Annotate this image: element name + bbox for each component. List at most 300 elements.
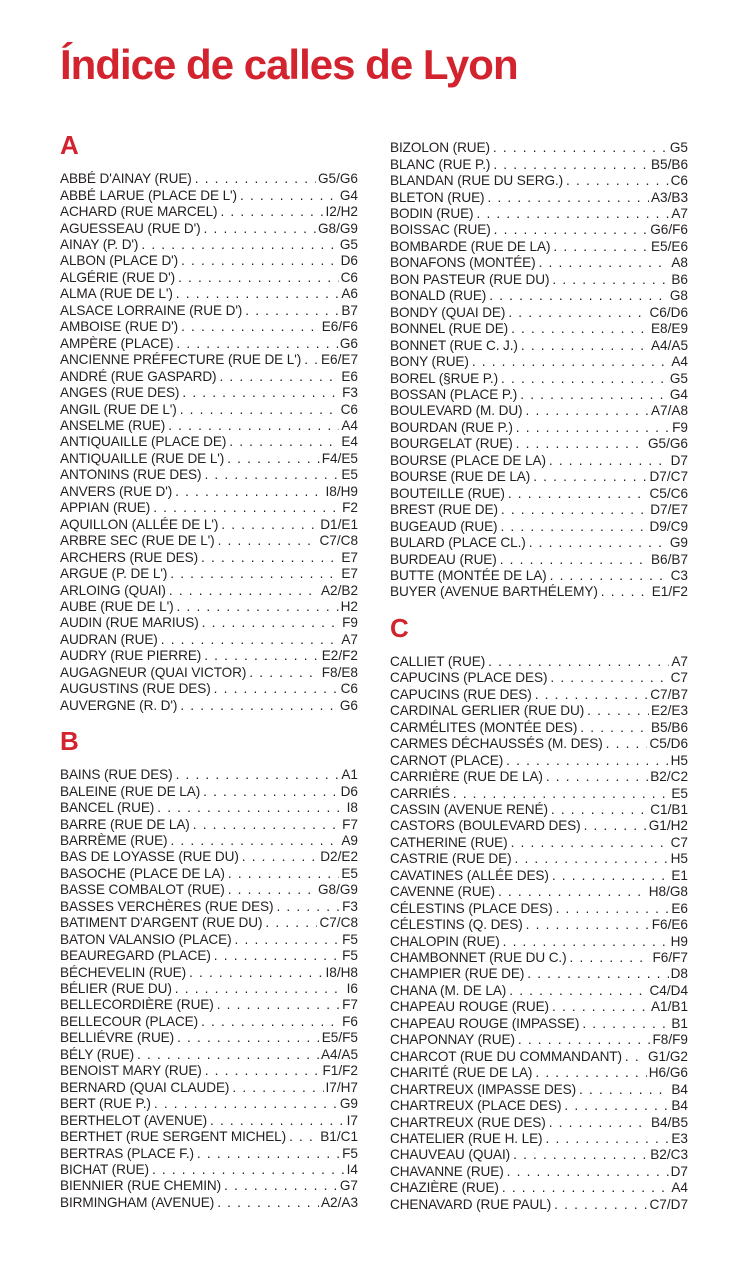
- dot-leader: [554, 1197, 647, 1213]
- street-name: CARMÉLITES (MONTÉE DES): [390, 719, 578, 735]
- grid-reference: G6: [339, 335, 358, 351]
- index-entry: [60, 1096, 358, 1112]
- street-name: BERNARD (QUAI CLAUDE): [60, 1079, 230, 1095]
- index-entry: [390, 190, 688, 206]
- grid-reference: B1/C1: [320, 1129, 358, 1145]
- street-name: CATHERINE (RUE): [390, 834, 508, 850]
- dot-leader: [511, 321, 649, 337]
- index-entry: [390, 670, 688, 686]
- street-name: ANGIL (RUE DE L'): [60, 401, 177, 417]
- index-entry: [60, 171, 358, 187]
- street-name: BAINS (RUE DES): [60, 767, 173, 783]
- dot-leader: [197, 1146, 340, 1162]
- grid-reference: A4/A5: [650, 337, 688, 353]
- street-name: BONNET (RUE C. J.): [390, 337, 518, 353]
- index-entry: [390, 387, 688, 403]
- grid-reference: C6: [340, 681, 358, 697]
- street-name: CASTRIE (RUE DE): [390, 851, 512, 867]
- street-name: CHARITÉ (RUE DE LA): [390, 1065, 533, 1081]
- index-entry: [60, 1162, 358, 1178]
- index-entry: [60, 517, 358, 533]
- grid-reference: E5: [341, 865, 358, 881]
- index-entry: [390, 584, 688, 600]
- index-columns: [60, 132, 688, 1214]
- index-entry: [60, 319, 358, 335]
- street-name: CAPUCINS (RUE DES): [390, 686, 532, 702]
- grid-reference: C5/D6: [649, 736, 688, 752]
- grid-reference: C4/D4: [649, 982, 688, 998]
- street-name: CHAPONNAY (RUE): [390, 1032, 515, 1048]
- dot-leader: [203, 784, 338, 800]
- grid-reference: B1: [671, 1015, 688, 1031]
- street-name: BULARD (PLACE CL.): [390, 535, 526, 551]
- grid-reference: B6: [671, 271, 688, 287]
- dot-leader: [507, 1164, 669, 1180]
- dot-leader: [506, 753, 668, 769]
- street-name: ANGES (RUE DES): [60, 385, 180, 401]
- grid-reference: F4/E5: [321, 450, 358, 466]
- street-name: CHARTREUX (IMPASSE DES): [390, 1081, 577, 1097]
- street-name: BONDY (QUAI DE): [390, 304, 506, 320]
- index-entry: [390, 1065, 688, 1081]
- grid-reference: B7: [341, 302, 358, 318]
- index-entry: [390, 720, 688, 736]
- street-name: AMBOISE (RUE D'): [60, 319, 179, 335]
- grid-reference: F6/F7: [652, 950, 688, 966]
- street-name: BICHAT (RUE): [60, 1162, 149, 1178]
- dot-leader: [195, 171, 316, 187]
- entry-list: [390, 140, 688, 601]
- index-entry: [60, 817, 358, 833]
- index-entry: [60, 1195, 358, 1211]
- index-entry: [390, 753, 688, 769]
- dot-leader: [228, 866, 340, 882]
- grid-reference: D2/E2: [320, 849, 358, 865]
- grid-reference: D7/E7: [650, 502, 688, 518]
- grid-reference: B4: [671, 1098, 688, 1114]
- index-entry: [390, 502, 688, 518]
- grid-reference: A2/B2: [320, 582, 358, 598]
- dot-leader: [170, 566, 339, 582]
- street-name: ANTIQUAILLE (PLACE DE): [60, 434, 227, 450]
- index-entry: [390, 222, 688, 238]
- dot-leader: [218, 533, 318, 549]
- street-name: BLANDAN (RUE DU SERG.): [390, 173, 564, 189]
- grid-reference: G5/G6: [647, 436, 688, 452]
- street-name: AUGUSTINS (RUE DES): [60, 681, 211, 697]
- street-name: BIRMINGHAM (AVENUE): [60, 1194, 215, 1210]
- dot-leader: [289, 1129, 318, 1145]
- street-name: CHAPEAU ROUGE (RUE): [390, 999, 549, 1015]
- dot-leader: [176, 767, 340, 783]
- index-entry: [390, 917, 688, 933]
- street-name: BALEINE (RUE DE LA): [60, 783, 201, 799]
- index-entry: [390, 288, 688, 304]
- index-entry: [60, 866, 358, 882]
- index-entry: [390, 469, 688, 485]
- index-entry: [390, 802, 688, 818]
- grid-reference: F5: [342, 931, 358, 947]
- dot-leader: [141, 237, 338, 253]
- grid-reference: I6: [346, 981, 358, 997]
- dot-leader: [566, 173, 669, 189]
- index-entry: [60, 303, 358, 319]
- dot-leader: [204, 467, 339, 483]
- street-name: BATIMENT D'ARGENT (RUE DU): [60, 915, 263, 931]
- index-entry: [60, 566, 358, 582]
- street-name: AUVERGNE (R. D'): [60, 697, 178, 713]
- index-entry: [390, 687, 688, 703]
- dot-leader: [529, 535, 668, 551]
- dot-leader: [493, 157, 649, 173]
- dot-leader: [205, 1063, 321, 1079]
- grid-reference: C3: [670, 567, 688, 583]
- grid-reference: G8/G9: [317, 882, 358, 898]
- index-entry: [390, 354, 688, 370]
- street-name: BOULEVARD (M. DU): [390, 403, 523, 419]
- street-name: ARBRE SEC (RUE DE L'): [60, 533, 215, 549]
- grid-reference: E5/E6: [650, 238, 688, 254]
- index-entry: [60, 981, 358, 997]
- index-entry: [390, 950, 688, 966]
- index-entry: [60, 204, 358, 220]
- street-name: CHARTREUX (RUE DES): [390, 1114, 546, 1130]
- grid-reference: B5/B6: [650, 156, 688, 172]
- dot-leader: [227, 451, 320, 467]
- index-entry: [390, 818, 688, 834]
- index-entry: [390, 884, 688, 900]
- dot-leader: [214, 948, 340, 964]
- index-entry: [390, 157, 688, 173]
- index-entry: [390, 519, 688, 535]
- index-entry: [60, 352, 358, 368]
- dot-leader: [221, 517, 318, 533]
- street-name: CHAMBONNET (RUE DU C.): [390, 950, 567, 966]
- index-entry: [60, 1030, 358, 1046]
- dot-leader: [584, 818, 647, 834]
- grid-reference: C6: [670, 173, 688, 189]
- index-entry: [60, 767, 358, 783]
- index-entry: [390, 305, 688, 321]
- grid-reference: F8/E8: [321, 664, 358, 680]
- index-entry: [60, 418, 358, 434]
- dot-leader: [511, 835, 669, 851]
- grid-reference: A7/A8: [650, 403, 688, 419]
- grid-reference: C6: [340, 401, 358, 417]
- dot-leader: [502, 1180, 669, 1196]
- dot-leader: [170, 833, 339, 849]
- street-name: BOSSAN (PLACE P.): [390, 386, 518, 402]
- street-name: ANCIENNE PRÉFECTURE (RUE DE L'): [60, 352, 302, 368]
- grid-reference: B4: [671, 1081, 688, 1097]
- street-name: CARDINAL GERLIER (RUE DU): [390, 703, 585, 719]
- dot-leader: [601, 584, 650, 600]
- dot-leader: [625, 1049, 646, 1065]
- index-entry: [60, 484, 358, 500]
- street-name: BIZOLON (RUE): [390, 140, 490, 156]
- street-name: BOMBARDE (RUE DE LA): [390, 238, 551, 254]
- street-name: BÉLIER (RUE DU): [60, 981, 172, 997]
- grid-reference: G9: [339, 1096, 358, 1112]
- grid-reference: G1/G2: [647, 1048, 688, 1064]
- index-entry: [60, 849, 358, 865]
- grid-reference: H5: [670, 752, 688, 768]
- street-name: BUTTE (MONTÉE DE LA): [390, 567, 547, 583]
- street-name: ALSACE LORRAINE (RUE D'): [60, 302, 243, 318]
- grid-reference: E5/F5: [321, 1030, 358, 1046]
- index-entry: [60, 434, 358, 450]
- index-entry: [390, 1082, 688, 1098]
- grid-reference: F1/F2: [322, 1063, 358, 1079]
- dot-leader: [169, 583, 319, 599]
- street-name: CHATELIER (RUE H. LE): [390, 1131, 543, 1147]
- street-name: BOREL (§RUE P.): [390, 370, 499, 386]
- grid-reference: E5: [341, 467, 358, 483]
- index-entry: [60, 965, 358, 981]
- index-entry: [390, 851, 688, 867]
- dot-leader: [152, 1162, 345, 1178]
- dot-leader: [137, 1047, 319, 1063]
- dot-leader: [220, 204, 323, 220]
- street-name: BOUTEILLE (RUE): [390, 485, 505, 501]
- index-entry: [390, 983, 688, 999]
- index-entry: [60, 948, 358, 964]
- dot-leader: [219, 369, 339, 385]
- entry-list: [390, 654, 688, 1213]
- street-name: BERTHELOT (AVENUE): [60, 1112, 208, 1128]
- grid-reference: D6: [340, 783, 358, 799]
- index-entry: [60, 648, 358, 664]
- index-entry: [390, 552, 688, 568]
- dot-leader: [180, 402, 339, 418]
- street-name: BONNEL (RUE DE): [390, 321, 509, 337]
- grid-reference: F9: [342, 615, 358, 631]
- grid-reference: C7/D7: [649, 1196, 688, 1212]
- dot-leader: [476, 206, 669, 222]
- grid-reference: H6/G6: [648, 1065, 688, 1081]
- grid-reference: D1/E1: [320, 516, 358, 532]
- street-name: BOURSE (RUE DE LA): [390, 469, 531, 485]
- street-name: BODIN (RUE): [390, 206, 474, 221]
- index-entry: [390, 371, 688, 387]
- grid-reference: G8/G9: [317, 220, 358, 236]
- street-name: ALMA (RUE DE L'): [60, 286, 173, 302]
- street-name: BELLECOUR (PLACE): [60, 1013, 199, 1029]
- index-entry: [60, 451, 358, 467]
- street-name: CHENAVARD (RUE PAUL): [390, 1196, 552, 1212]
- street-name: CARRIÈRE (RUE DE LA): [390, 769, 543, 785]
- dot-leader: [570, 950, 651, 966]
- grid-reference: G7: [339, 1178, 358, 1194]
- dot-leader: [181, 319, 320, 335]
- grid-reference: C1/B1: [650, 801, 688, 817]
- street-name: CASSIN (AVENUE RENÉ): [390, 801, 548, 817]
- dot-leader: [520, 387, 668, 403]
- dot-leader: [549, 453, 669, 469]
- street-name: CARRIÉS: [390, 785, 450, 801]
- dot-leader: [178, 270, 339, 286]
- street-name: ABBÉ D'AINAY (RUE): [60, 171, 192, 187]
- index-entry: [60, 253, 358, 269]
- street-name: ABBÉ LARUE (PLACE DE L'): [60, 187, 237, 203]
- index-entry: [60, 615, 358, 631]
- index-entry: [390, 868, 688, 884]
- street-name: BATON VALANSIO (PLACE): [60, 931, 232, 947]
- index-entry: [390, 239, 688, 255]
- grid-reference: E1/F2: [651, 584, 688, 600]
- dot-leader: [157, 800, 344, 816]
- index-entry: [390, 1147, 688, 1163]
- index-entry: [60, 336, 358, 352]
- dot-leader: [488, 654, 669, 670]
- street-name: CAPUCINS (PLACE DES): [390, 670, 548, 686]
- index-entry: [60, 221, 358, 237]
- street-name: BONY (RUE): [390, 354, 469, 370]
- grid-reference: A4: [671, 1180, 688, 1196]
- dot-leader: [521, 338, 649, 354]
- index-entry: [60, 1063, 358, 1079]
- dot-leader: [176, 336, 337, 352]
- dot-leader: [204, 648, 320, 664]
- street-name: CHARCOT (RUE DU COMMANDANT): [390, 1048, 622, 1064]
- dot-leader: [235, 932, 341, 948]
- index-entry: [60, 800, 358, 816]
- grid-reference: A2/A3: [320, 1194, 358, 1210]
- index-entry: [60, 1146, 358, 1162]
- grid-reference: G6: [339, 697, 358, 713]
- index-entry: [60, 882, 358, 898]
- entry-list: [60, 767, 358, 1211]
- street-name: ANDRÉ (RUE GASPARD): [60, 368, 217, 384]
- street-name: BEAUREGARD (PLACE): [60, 948, 211, 964]
- street-name: CHAZIÈRE (RUE): [390, 1180, 499, 1196]
- index-entry: [390, 140, 688, 156]
- section-letter: B: [60, 726, 79, 757]
- dot-leader: [508, 486, 648, 502]
- grid-reference: H8/G8: [648, 884, 688, 900]
- grid-reference: G4: [669, 386, 688, 402]
- grid-reference: D7: [670, 452, 688, 468]
- dot-leader: [546, 1131, 670, 1147]
- dot-leader: [214, 681, 339, 697]
- grid-reference: E5: [671, 785, 688, 801]
- grid-reference: F7: [342, 816, 358, 832]
- grid-reference: G5/G6: [317, 171, 358, 187]
- index-entry: [390, 901, 688, 917]
- street-name: BLANC (RUE P.): [390, 156, 491, 172]
- street-name: BASSES VERCHÈRES (RUE DES): [60, 898, 274, 914]
- dot-leader: [553, 239, 649, 255]
- street-name: AUBE (RUE DE L'): [60, 598, 174, 614]
- street-name: ANTIQUAILLE (RUE DE L'): [60, 450, 225, 466]
- dot-leader: [265, 915, 317, 931]
- street-name: BUGEAUD (RUE): [390, 518, 498, 534]
- grid-reference: G5: [669, 370, 688, 386]
- index-entry: [390, 769, 688, 785]
- index-entry: [60, 550, 358, 566]
- grid-reference: F6: [342, 1013, 358, 1029]
- grid-reference: I8/H9: [325, 483, 358, 499]
- index-entry: [60, 1113, 358, 1129]
- street-name: AUDRAN (RUE): [60, 631, 158, 647]
- index-entry: [390, 338, 688, 354]
- index-entry: [60, 500, 358, 516]
- dot-leader: [556, 901, 670, 917]
- grid-reference: C7: [670, 670, 688, 686]
- street-name: APPIAN (RUE): [60, 500, 151, 516]
- dot-leader: [182, 385, 340, 401]
- grid-reference: D7: [670, 1163, 688, 1179]
- dot-leader: [189, 965, 323, 981]
- dot-leader: [154, 1096, 338, 1112]
- index-entry: [60, 385, 358, 401]
- dot-leader: [503, 934, 669, 950]
- index-entry: [390, 736, 688, 752]
- street-name: AINAY (P. D'): [60, 237, 139, 252]
- grid-reference: H2: [340, 598, 358, 614]
- grid-reference: D7/C7: [649, 469, 688, 485]
- dot-leader: [177, 1030, 320, 1046]
- street-name: CÉLESTINS (PLACE DES): [390, 900, 553, 916]
- index-entry: [390, 321, 688, 337]
- dot-leader: [508, 305, 647, 321]
- grid-reference: C7/C8: [319, 533, 358, 549]
- grid-reference: E6/E7: [320, 352, 358, 368]
- dot-leader: [276, 899, 340, 915]
- street-name: CÉLESTINS (Q. DES): [390, 917, 523, 933]
- index-entry: [60, 1014, 358, 1030]
- dot-leader: [552, 272, 669, 288]
- grid-reference: B2/C2: [650, 769, 688, 785]
- dot-leader: [580, 720, 649, 736]
- grid-reference: A8: [671, 255, 688, 271]
- index-entry: [390, 420, 688, 436]
- street-name: CHANA (M. DE LA): [390, 982, 507, 998]
- street-name: BOISSAC (RUE): [390, 222, 491, 238]
- index-entry: [390, 272, 688, 288]
- dot-leader: [217, 1195, 319, 1211]
- dot-leader: [161, 632, 340, 648]
- street-name: BARRÈME (RUE): [60, 832, 168, 848]
- grid-reference: A4/A5: [320, 1046, 358, 1062]
- index-entry: [390, 255, 688, 271]
- grid-reference: I8: [346, 800, 358, 816]
- street-name: BUYER (AVENUE BARTHÉLEMY): [390, 584, 598, 600]
- street-name: BOURGELAT (RUE): [390, 436, 513, 452]
- street-name: ARGUE (P. DE L'): [60, 566, 168, 582]
- index-entry: [390, 835, 688, 851]
- grid-reference: D8: [670, 966, 688, 982]
- street-name: CHAVANNE (RUE): [390, 1163, 504, 1179]
- dot-leader: [518, 1032, 651, 1048]
- grid-reference: E4: [341, 434, 358, 450]
- grid-reference: E6: [671, 900, 688, 916]
- grid-reference: F3: [342, 898, 358, 914]
- grid-reference: I7: [346, 1112, 358, 1128]
- grid-reference: B2/C3: [650, 1147, 688, 1163]
- dot-leader: [489, 288, 668, 304]
- dot-leader: [153, 500, 340, 516]
- dot-leader: [564, 1098, 669, 1114]
- street-name: BON PASTEUR (RUE DU): [390, 271, 550, 287]
- index-entry: [390, 568, 688, 584]
- street-name: BIENNIER (RUE CHEMIN): [60, 1178, 222, 1194]
- grid-reference: E7: [341, 566, 358, 582]
- index-entry: [390, 1098, 688, 1114]
- street-name: ALGÉRIE (RUE D'): [60, 269, 176, 285]
- dot-leader: [232, 1080, 323, 1096]
- index-entry: [60, 997, 358, 1013]
